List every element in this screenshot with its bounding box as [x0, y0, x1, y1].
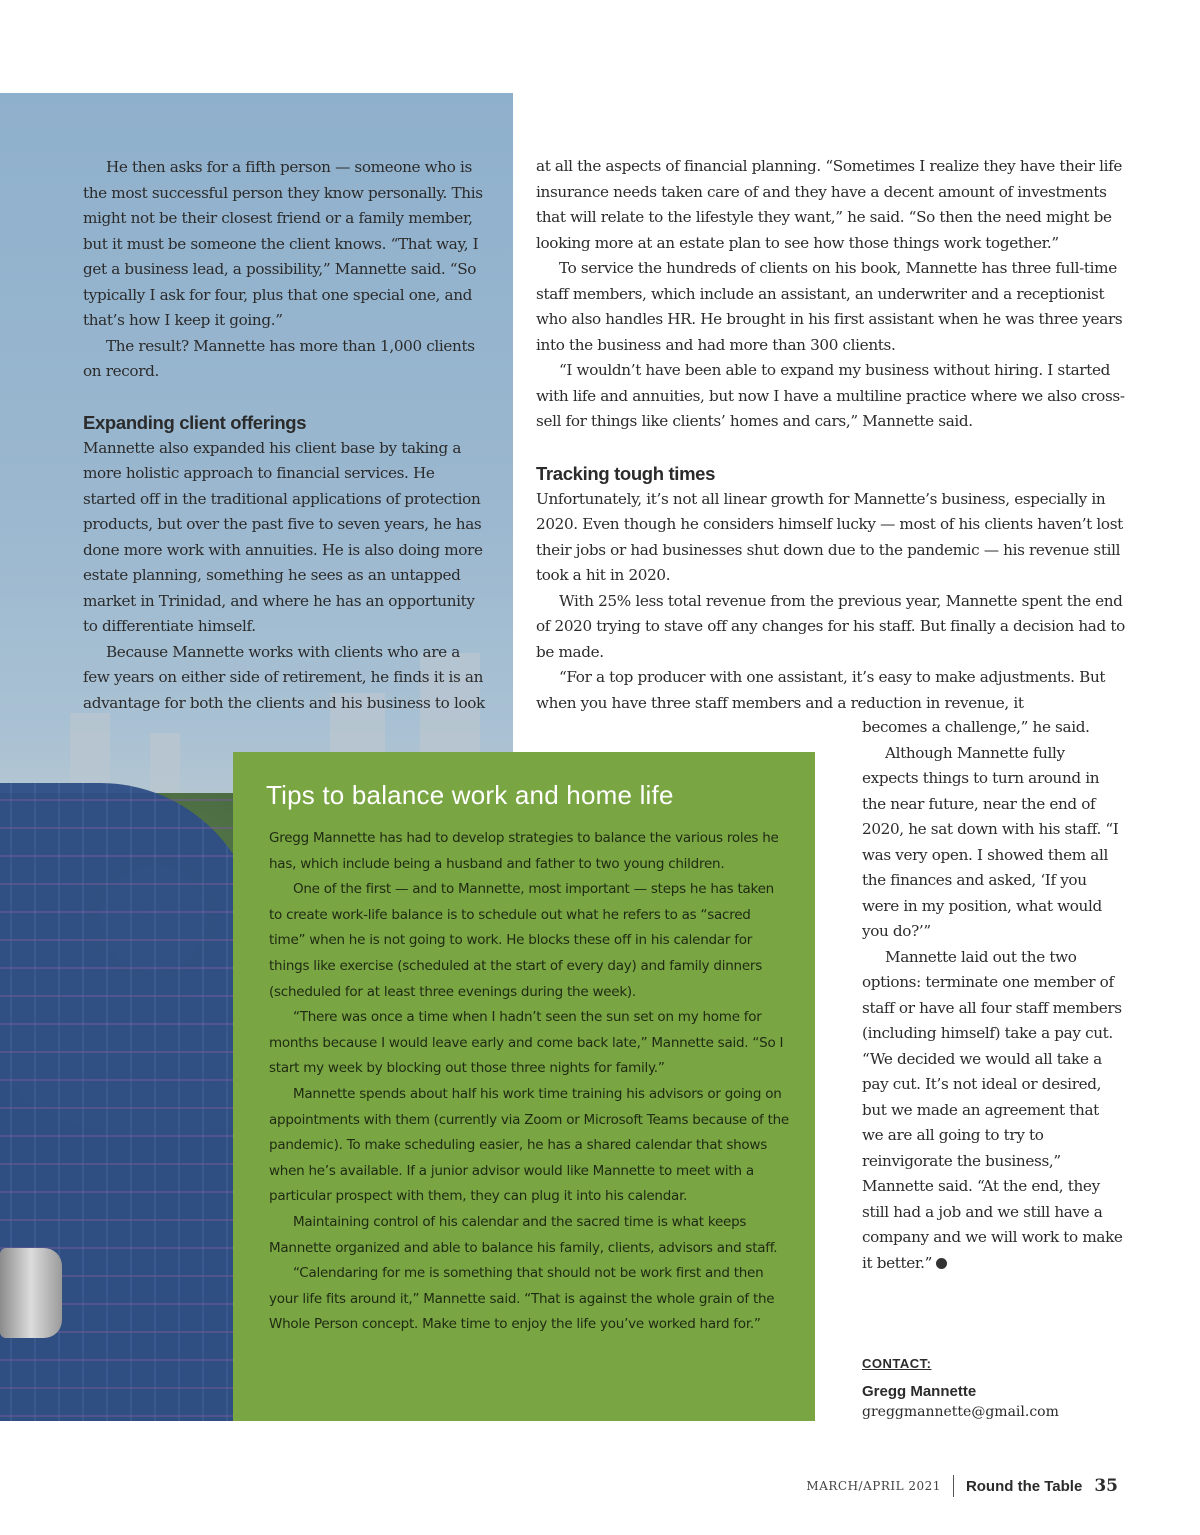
paragraph: With 25% less total revenue from the previous year, Mannette spent the end of 2020 trying to stave off any changes for his staff. But finally a decision had to be made. [536, 591, 1125, 661]
page-footer [806, 1475, 1118, 1497]
contact-email[interactable]: greggmannette@gmail.com [862, 1404, 1059, 1420]
paragraph: at all the aspects of financial planning. “Sometimes I realize they have their life insurance needs taken care of and they have a decent amount of investments that will relate to the lifestyle they want,” he said. “So then the need might be looking more at an estate plan to see how those things work together.” [536, 157, 1123, 252]
paragraph: Mannette also expanded his client base by taking a more holistic approach to financial services. He started off in the traditional applications of protection products, but over the past five to seven years, he has done more work with annuities. He is also doing more estate planning, something he sees as an untapped market in Trinidad, and where he has an opportunity to differentiate himself. [83, 438, 483, 635]
article-column-3 [862, 715, 1124, 1276]
article-column-1 [83, 155, 488, 716]
paragraph: He then asks for a fifth person — someone who is the most successful person they know personally. This might not be their closest friend or a family member, but it must be someone the client knows. “That way, I get a business lead, a possibility,” Mannette said. “So typically I ask for four, plus that one special one, and that’s how I keep it going.” [83, 158, 483, 329]
paragraph: “Calendaring for me is something that should not be work first and then your life fits around it,” Mannette said. “That is against the whole grain of the Whole Person concept. Make time to enjoy the life you’ve worked hard for.” [269, 1265, 775, 1333]
paragraph: becomes a challenge,” he said. [862, 718, 1090, 736]
sidebar-title: Tips to balance work and home life [266, 780, 674, 810]
paragraph: The result? Mannette has more than 1,000 clients on record. [83, 336, 475, 380]
paragraph: Maintaining control of his calendar and the sacred time is what keeps Mannette organized and able to balance his family, clients, advisors and staff. [269, 1213, 778, 1256]
footer-divider [953, 1475, 954, 1497]
page-number: 35 [1094, 1476, 1118, 1496]
tips-sidebar [233, 752, 815, 1421]
contact-name: Gregg Mannette [862, 1383, 977, 1400]
paragraph: Gregg Mannette has had to develop strategies to balance the various roles he has, which include being a husband and father to two young children. [269, 830, 779, 872]
magazine-name: Round the Table [965, 1477, 1083, 1495]
paragraph: Because Mannette works with clients who are a few years on either side of retirement, he finds it is an advantage for both the clients and his business to look [83, 642, 485, 712]
section-heading: Tracking tough times [536, 462, 716, 484]
sidebar-body [269, 826, 789, 1338]
paragraph [862, 945, 1124, 1277]
paragraph: To service the hundreds of clients on his book, Mannette has three full-time staff members, which include an assistant, an underwriter and a receptionist who also handles HR. He brought in his first assistant when he was three years into the business and had more than 300 clients. [536, 259, 1123, 354]
end-mark-icon [936, 1258, 947, 1269]
paragraph: “There was once a time when I hadn’t seen the sun set on my home for months because I would leave early and come back late,” Mannette said. “So I start my week by blocking out those three nights for family.” [269, 1009, 784, 1077]
paragraph: Although Mannette fully expects things to turn around in the near future, near the end of 2020, he sat down with his staff. “I was very open. I showed them all the finances and asked, ‘If you were in my position, what would you do?’” [862, 743, 1119, 940]
article-column-2 [536, 154, 1126, 716]
issue-date: MARCH/APRIL 2021 [806, 1479, 941, 1493]
paragraph: Mannette spends about half his work time training his advisors or going on appointments with them (currently via Zoom or Microsoft Teams because of the pandemic). To make scheduling easier, he has a shared calendar that shows when he’s available. If a junior advisor would like Mannette to meet with a particular prospect with them, they can plug it into his calendar. [269, 1085, 789, 1205]
contact-block [862, 1356, 1122, 1420]
paragraph-text: Mannette laid out the two options: terminate one member of staff or have all four staff members (including himself) take a pay cut. “We decided we would all take a pay cut. It’s not ideal or desired, but we made an agreement that we are all going to try to reinvigorate the business,” Mannette said. “At the end, they still had a job and we still have a company and we will work to make it better.” [862, 947, 1123, 1272]
paragraph: “For a top producer with one assistant, it’s easy to make adjustments. But when you have three staff members and a reduction in revenue, it [536, 668, 1106, 712]
contact-label: CONTACT: [862, 1356, 932, 1371]
paragraph: Unfortunately, it’s not all linear growth for Mannette’s business, especially in 2020. Even though he considers himself lucky — most of his clients haven’t lost their jobs or had businesses shut down due to the pandemic — his revenue still took a hit in 2020. [536, 489, 1123, 584]
paragraph: “I wouldn’t have been able to expand my business without hiring. I started with life and annuities, but now I have a multiline practice where we also cross-sell for things like clients’ homes and cars,” Mannette said. [536, 361, 1125, 430]
paragraph: One of the first — and to Mannette, most important — steps he has taken to create work-life balance is to schedule out what he refers to as “sacred time” when he is not going to work. He blocks these off in his calendar for things like exercise (scheduled at the start of every day) and family dinners (scheduled for at least three evenings during the week). [269, 881, 774, 1000]
section-heading: Expanding client offerings [83, 411, 307, 433]
wristwatch [0, 1248, 62, 1338]
